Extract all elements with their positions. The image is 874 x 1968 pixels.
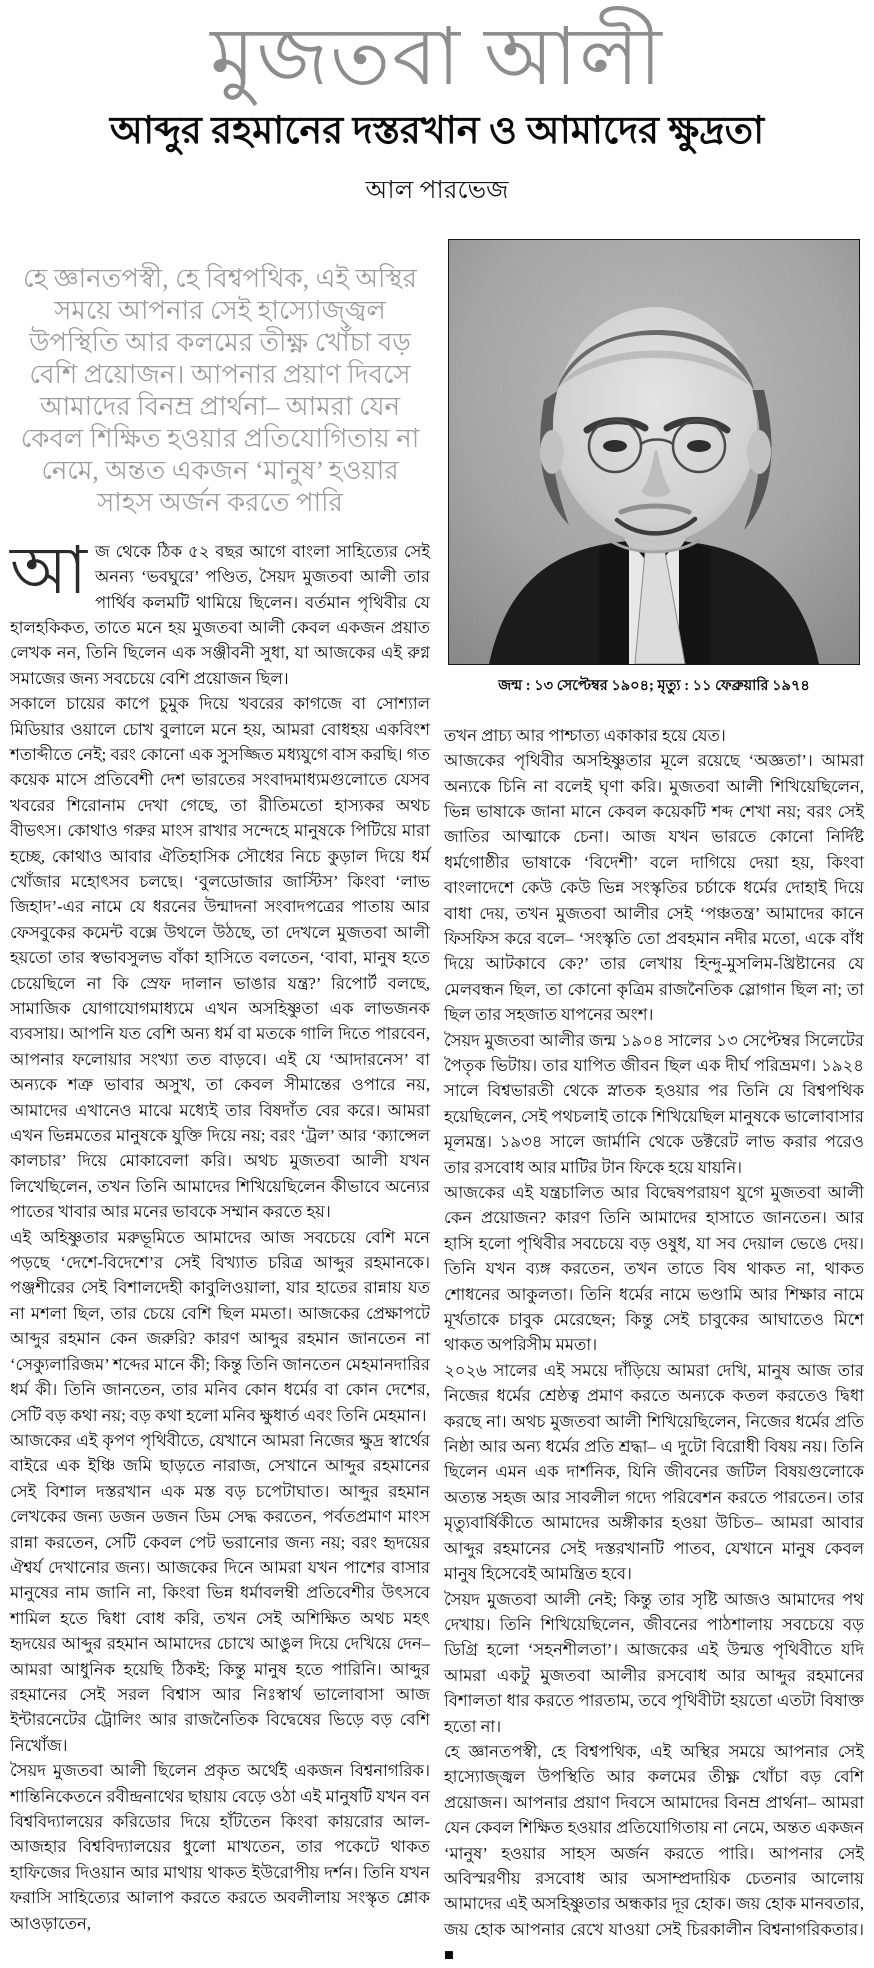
left-column bbox=[10, 239, 430, 1936]
article-paragraph: সৈয়দ মুজতবা আলী ছিলেন প্রকৃত অর্থেই একজন বিশ্বনাগরিক। শান্তিনিকেতনে রবীন্দ্রনাথের ছায়ায় বেড়ে ওঠা এই মানুষটি যখন বন বিশ্ববিদ্যালয়ের করিডোর দিয়ে হাঁটতেন কিংবা কায়রোর আল-আজহার বিশ্ববিদ্যালয়ের ধুলো মাখতেন, তার পকেটে থাকত হাফিজের দিওয়ান আর মাথায় থাকত ইউরোপীয় দর্শন। তিনি যখন ফরাসি সাহিত্যের আলাপ করতে করতে অবলীলায় সংস্কৃত শ্লোক আওড়াতেন, bbox=[10, 1761, 430, 1933]
portrait-figure bbox=[444, 239, 864, 699]
author-byline: আল পারভেজ bbox=[365, 176, 509, 204]
left-paragraph-list bbox=[10, 691, 430, 1936]
article-paragraph: আজকের এই কৃপণ পৃথিবীতে, যেখানে আমরা নিজের ক্ষুদ্র স্বার্থের বাইরে এক ইঞ্চি জমি ছাড়তে নারাজ, সেখানে আব্দুর রহমানের সেই বিশাল দস্তরখান এক মস্ত বড় চপেটাঘাত। আব্দুর রহমান লেখকের জন্য ডজন ডজন ডিম সেদ্ধ করতেন, পর্বতপ্রমাণ মাংস রান্না করতেন, সেটি কেবল পেট ভরানোর জন্য নয়; বরং হৃদয়ের ঐশ্বর্য দেখানোর জন্য। আজকের দিনে আমরা যখন পাশের বাসার মানুষের নাম জানি না, কিংবা ভিন্ন ধর্মাবলম্বী প্রতিবেশীর উৎসবে শামিল হতে দ্বিধা বোধ করি, তখন সেই অশিক্ষিত অথচ মহৎ হৃদয়ের আব্দুর রহমান আমাদের চোখে আঙুল দিয়ে দেখিয়ে দেন– আমরা আধুনিক হয়েছি ঠিকই; কিন্তু মানুষ হতে পারিনি। আব্দুর রহমানের সেই সরল বিশ্বাস আর নিঃস্বার্থ ভালোবাসা আজ ইন্টারনেটের ট্রোলিং আর রাজনৈতিক বিদ্বেষের ভিড়ে বড় বেশি নিখোঁজ। bbox=[10, 1430, 430, 1755]
lead-paragraph bbox=[10, 534, 430, 691]
photo-caption: জন্ম : ১৩ সেপ্টেম্বর ১৯০৪; মৃত্যু : ১১ ফেব্রুয়ারি ১৯৭৪ bbox=[498, 677, 810, 694]
left-body-copy bbox=[10, 534, 430, 1936]
article-paragraph: তখন প্রাচ্য আর পাশ্চাত্য একাকার হয়ে যেত। bbox=[444, 725, 726, 745]
right-body-copy bbox=[444, 723, 864, 1968]
page-title: মুজতবা আলী bbox=[210, 14, 664, 102]
drop-cap: আ bbox=[10, 534, 87, 608]
article-columns bbox=[10, 239, 864, 1968]
article-paragraph: আজকের এই যন্ত্রচালিত আর বিদ্বেষপরায়ণ যুগে মুজতবা আলী কেন প্রয়োজন? কারণ তিনি আমাদের হাসাতে জানতেন। আর হাসি হলো পৃথিবীর সবচেয়ে বড় ওষুধ, যা সব দেয়াল ভেঙে দেয়। তিনি যখন ব্যঙ্গ করতেন, তখন তাতে বিষ থাকত না, থাকত শোধনের আকুলতা। তিনি ধর্মের নামে ভণ্ডামি আর শিক্ষার নামে মূর্খতাকে চাবুক মেরেছেন; কিন্তু সেই চাবুকের আঘাতেও মিশে থাকত অপরিসীম মমতা। bbox=[444, 1183, 864, 1355]
article-paragraph: আজকের পৃথিবীর অসহিষ্ণুতার মূলে রয়েছে ‘অজ্ঞতা’। আমরা অন্যকে চিনি না বলেই ঘৃণা করি। মুজতবা আলী শিখিয়েছিলেন, ভিন্ন ভাষাকে জানা মানে কেবল কয়েকটি শব্দ শেখা নয়; বরং সেই জাতির আত্মাকে চেনা। আজ যখন ভারতে কোনো নির্দিষ্ট ধর্মগোষ্ঠীর ভাষাকে ‘বিদেশী’ বলে দাগিয়ে দেয়া হয়, কিংবা বাংলাদেশে কেউ কেউ ভিন্ন সংস্কৃতির চর্চাকে ধর্মের দোহাই দিয়ে বাধা দেয়, তখন মুজতবা আলীর সেই ‘পঞ্চতন্ত্র’ আমাদের কানে ফিসফিস করে বলে– ‘সংস্কৃতি তো প্রবহমান নদীর মতো, একে বাঁধ দিয়ে আটকাবে কে?’ তার লেখায় হিন্দু-মুসলিম-খ্রিষ্টানের যে মেলবন্ধন ছিল, তা কোনো কৃত্রিম রাজনৈতিক স্লোগান ছিল না; তা ছিল তার সহজাত যাপনের অংশ। bbox=[444, 751, 865, 1025]
article-paragraph: হে জ্ঞানতপস্বী, হে বিশ্বপথিক, এই অস্থির সময়ে আপনার সেই হাস্যোজ্জ্বল উপস্থিতি আর কলমের তীক্ষ্ণ খোঁচা বড় বেশি প্রয়োজন। আপনার প্রয়াণ দিবসে আমাদের বিনম্র প্রার্থনা– আমরা যেন কেবল শিক্ষিত হওয়ার প্রতিযোগিতায় না নেমে, অন্তত একজন ‘মানুষ’ হওয়ার সাহস অর্জন করতে পারি। আপনার সেই অবিস্মরণীয় রসবোধ আর অসাম্প্রদায়িক চেতনার আলোয় আমাদের এই অসহিষ্ণুতার অন্ধকার দূর হোক। জয় হোক মানবতার, জয় হোক আপনার রেখে যাওয়া সেই চিরকালীন বিশ্বনাগরিকতার। ■ bbox=[444, 1741, 864, 1965]
right-column bbox=[444, 239, 864, 1968]
portrait-photo bbox=[448, 239, 860, 665]
article-paragraph: সকালে চায়ের কাপে চুমুক দিয়ে খবরের কাগজে বা সোশ্যাল মিডিয়ার ওয়ালে চোখ বুলালে মনে হয়, আমরা বোধহয় একবিংশ শতাব্দীতে নেই; বরং কোনো এক সুসজ্জিত মধ্যযুগে বাস করছি। গত কয়েক মাসে প্রতিবেশী দেশ ভারতের সংবাদমাধ্যমগুলোতে যেসব খবরের শিরোনাম দেখা গেছে, তা রীতিমতো হাস্যকর অথচ বীভৎস। কোথাও গরুর মাংস রাখার সন্দেহে মানুষকে পিটিয়ে মারা হচ্ছে, কোথাও আবার ঐতিহাসিক সৌধের নিচে কুড়াল দিয়ে ধর্ম খোঁজার মহোৎসব চলছে। ‘বুলডোজার জাস্টিস’ কিংবা ‘লাভ জিহাদ’-এর নামে যে ধরনের উন্মাদনা সংবাদপত্রের পাতায় আর ফেসবুকের কমেন্ট বক্সে উথলে উঠছে, তা দেখলে মুজতবা আলী হয়তো তার স্বভাবসুলভ বাঁকা হাসিতে বলতেন, ‘বাবা, মানুষ হতে চেয়েছিলে না কি স্রেফ দালান ভাঙার যন্ত্র?’ রিপোর্ট বলছে, সামাজিক যোগাযোগমাধ্যমে এখন অসহিষ্ণুতা এক লাভজনক ব্যবসায়। আপনি যত বেশি অন্য ধর্ম বা মতকে গালি দিতে পারবেন, আপনার ফলোয়ার সংখ্যা তত বাড়বে। এই যে ‘আদারনেস’ বা অন্যকে শত্রু ভাবার অসুখ, তা কেবল সীমান্তের ওপারে নয়, আমাদের এখানেও মাঝে মধ্যেই তার বিষদাঁত বের করে। আমরা এখন ভিন্নমতের মানুষকে যুক্তি দিয়ে নয়; বরং ‘ট্রল’ আর ‘ক্যান্সেল কালচার’ দিয়ে মোকাবেলা করি। অথচ মুজতবা আলী যখন লিখেছিলেন, তখন তিনি আমাদের শিখিয়েছিলেন কীভাবে অন্যের পাতের খাবার আর মনের ভাবকে সম্মান করতে হয়। bbox=[10, 694, 430, 1222]
article-paragraph: ২০২৬ সালের এই সময়ে দাঁড়িয়ে আমরা দেখি, মানুষ আজ তার নিজের ধর্মের শ্রেষ্ঠত্ব প্রমাণ করতে অন্যকে কতল করতেও দ্বিধা করছে না। অথচ মুজতবা আলী শিখিয়েছিলেন, নিজের ধর্মের প্রতি নিষ্ঠা আর অন্য ধর্মের প্রতি শ্রদ্ধা– এ দুটো বিরোধী বিষয় নয়। তিনি ছিলেন এমন এক দার্শনিক, যিনি জীবনের জটিল বিষয়গুলোকে অত্যন্ত সহজ আর সাবলীল গদ্যে পরিবেশন করতে পারতেন। তার মৃত্যুবার্ষিকীতে আমাদের অঙ্গীকার হওয়া উচিত– আমরা আবার আব্দুর রহমানের সেই দস্তরখানটি পাতব, যেখানে মানুষ কেবল মানুষ হিসেবেই আমন্ত্রিত হবে। bbox=[444, 1360, 864, 1584]
lead-paragraph-text: জ থেকে ঠিক ৫২ বছর আগে বাংলা সাহিত্যের সেই অনন্য ‘ভবঘুরে’ পণ্ডিত, সৈয়দ মুজতবা আলী তার পার্থিব কলমটি থামিয়ে ছিলেন। বর্তমান পৃথিবীর যে হালহকিকত, তাতে মনে হয় মুজতবা আলী কেবল একজন প্রয়াত লেখক নন, তিনি ছিলেন এক সঞ্জীবনী সুধা, যা আজকের এই রুগ্ন সমাজের জন্য সবচেয়ে বেশি প্রয়োজন ছিল। bbox=[10, 541, 430, 688]
article-paragraph: সৈয়দ মুজতবা আলীর জন্ম ১৯০৪ সালের ১৩ সেপ্টেম্বর সিলেটের পৈতৃক ভিটায়। তার যাপিত জীবন ছিল এক দীর্ঘ পরিভ্রমণ। ১৯২৪ সালে বিশ্বভারতী থেকে স্নাতক হওয়ার পর তিনি যে বিশ্বপথিক হয়েছিলেন, সেই পথচলাই তাকে শিখিয়েছিল মানুষকে ভালোবাসার মূলমন্ত্র। ১৯৩৪ সালে জার্মানি থেকে ডক্টরেট লাভ করার পরেও তার রসবোধ আর মাটির টান ফিকে হয়ে যায়নি। bbox=[444, 1030, 864, 1177]
masthead bbox=[10, 16, 864, 213]
article-paragraph: সৈয়দ মুজতবা আলী নেই; কিন্তু তার সৃষ্টি আজও আমাদের পথ দেখায়। তিনি শিখিয়েছিলেন, জীবনের পাঠশালায় সবচেয়ে বড় ডিগ্রি হলো ‘সহনশীলতা’। আজকের এই উন্মত্ত পৃথিবীতে যদি আমরা একটু মুজতবা আলীর রসবোধ আর আব্দুর রহমানের বিশালতা ধার করতে পারতাম, তবে পৃথিবীটা হয়তো এতটা বিষাক্ত হতো না। bbox=[444, 1589, 864, 1736]
pull-quote: হে জ্ঞানতপস্বী, হে বিশ্বপথিক, এই অস্থির সময়ে আপনার সেই হাস্যোজ্জ্বল উপস্থিতি আর কলমের তীক্ষ্ণ খোঁচা বড় বেশি প্রয়োজন। আপনার প্রয়াণ দিবসে আমাদের বিনম্র প্রার্থনা– আমরা যেন কেবল শিক্ষিত হওয়ার প্রতিযোগিতায় না নেমে, অন্তত একজন ‘মানুষ’ হওয়ার সাহস অর্জন করতে পারি bbox=[20, 263, 420, 517]
page-subtitle: আব্দুর রহমানের দস্তরখান ও আমাদের ক্ষুদ্রতা bbox=[109, 110, 765, 152]
article-paragraph: এই অহিষ্ণুতার মরুভূমিতে আমাদের আজ সবচেয়ে বেশি মনে পড়ছে ‘দেশে-বিদেশে’র সেই বিখ্যাত চরিত্র আব্দুর রহমানকে। পঞ্জশীরের সেই বিশালদেহী কাবুলিওয়ালা, যার হাতের রান্নায় যত না মশলা ছিল, তার চেয়ে বেশি ছিল মমতা। আজকের প্রেক্ষাপটে আব্দুর রহমান কেন জরুরি? কারণ আব্দুর রহমান জানতেন না ‘সেক্যুলারিজম’ শব্দের মানে কী; কিন্তু তিনি জানতেন মেহমানদারির ধর্ম কী। তিনি জানতেন, তার মনিব কোন ধর্মের বা কোন দেশের, সেটি বড় কথা নয়; বড় কথা হলো মনিব ক্ষুধার্ত এবং তিনি মেহমান। bbox=[10, 1227, 430, 1425]
right-paragraph-list bbox=[444, 723, 864, 1968]
